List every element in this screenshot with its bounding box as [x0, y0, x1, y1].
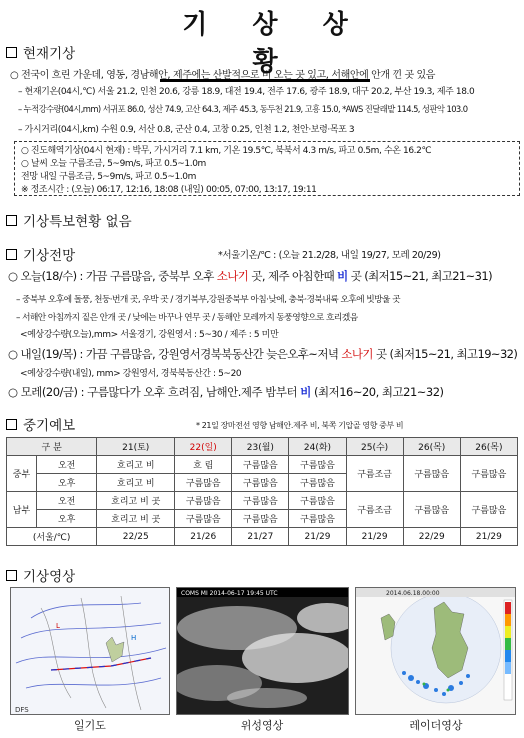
marine-row4: ※ 정조시간 : (오늘) 06:17, 12:16, 18:08 (내일) 00:05, 07:00, 13:17, 19:11 — [21, 185, 317, 195]
svg-text:H: H — [131, 634, 137, 642]
table-cell: 구름많음 — [232, 456, 289, 474]
section-special — [6, 210, 132, 230]
checkbox-square-icon — [6, 215, 17, 226]
tomorrow-shower: 소나기 — [341, 347, 373, 361]
table-cell: 흐리고 비 곳 — [97, 492, 175, 510]
radar-label: 레이더영상 — [409, 719, 463, 732]
marine-row3: 전망 내일 구름조금, 5~9m/s, 파고 0.5~1.0m — [21, 172, 196, 182]
checkbox-square-icon — [6, 249, 17, 260]
marine-info-box — [14, 141, 520, 196]
table-cell: 구름많음 — [289, 510, 346, 528]
table-cell: 25(수) — [346, 438, 403, 456]
radar-image — [355, 587, 516, 715]
section-images-title: 기상영상 — [23, 569, 76, 585]
table-cell: 구름많음 — [232, 510, 289, 528]
table-cell: 오전 — [37, 456, 97, 474]
midterm-table — [6, 437, 518, 546]
table-cell: (서울/℃) — [7, 528, 97, 546]
midterm-note: * 21일 장마전선 영향 남해안.제주 비, 북쪽 기압골 영향 중부 비 — [196, 421, 404, 430]
table-cell: 22(일) — [175, 438, 232, 456]
satellite-map — [177, 588, 349, 715]
page-title: 기 상 상 황 — [182, 10, 366, 77]
table-cell: 21/27 — [232, 528, 289, 546]
table-cell: 구름많음 — [175, 492, 232, 510]
satellite-header-text: COMS MI 2014-06-17 19:45 UTC — [181, 590, 278, 597]
table-cell: 구름많음 — [289, 474, 346, 492]
today-mid: 곳, 제주 아침한때 — [248, 269, 338, 283]
checkbox-square-icon — [6, 570, 17, 581]
table-cell: 구름조금 — [346, 456, 403, 492]
table-row — [7, 528, 518, 546]
current-visibility: – 가시거리(04시,km) 수원 0.9, 서산 0.8, 군산 0.4, 고창 0.25, 인천 1.2, 천안·보령·목포 3 — [18, 125, 355, 135]
after-text: ○ 모레(20/금) : 구름많다가 오후 흐려짐, 남해안.제주 밤부터 — [8, 385, 301, 399]
current-summary: ○ 전국이 흐린 가운데, 영동, 경남해안, 제주에는 산발적으로 비 오는 곳 있고, 서해안에 안개 낀 곳 있음 — [10, 70, 436, 81]
today-temps: 곳 (최저15~21, 최고21~31) — [347, 269, 493, 283]
today-detail-3: <예상강수량(오늘),mm> 서울경기, 강원영서 : 5~30 / 제주 : 5 미만 — [20, 330, 279, 340]
section-special-title: 기상특보현황 없음 — [23, 214, 132, 230]
table-cell: 오후 — [37, 474, 97, 492]
tomorrow-text: ○ 내일(19/목) : 가끔 구름많음, 강원영서경북북동산간 늦은오후~저녁 — [8, 347, 342, 361]
section-images — [6, 565, 75, 585]
forecast-after — [8, 384, 444, 400]
table-cell: 구름많음 — [289, 456, 346, 474]
section-forecast — [6, 244, 75, 264]
table-cell: 구름많음 — [460, 492, 517, 528]
chart-footer-text: DFS — [15, 706, 29, 714]
current-rain: – 누적강수량(04시,mm) 서귀포 86.0, 성산 74.9, 고산 64.3, 제주 45.3, 동두천 21.9, 고흥 15.0, *AWS 진달래밭 114.5, 성판악 103.0 — [18, 104, 468, 114]
table-cell: 오전 — [37, 492, 97, 510]
table-cell: 구름많음 — [175, 474, 232, 492]
section-current — [6, 42, 75, 62]
table-cell: 26(목) — [403, 438, 460, 456]
section-current-title: 현재기상 — [23, 46, 76, 62]
table-cell: 구름많음 — [175, 510, 232, 528]
table-cell: 중부 — [7, 456, 37, 492]
forecast-today — [8, 268, 492, 284]
tomorrow-temps: 곳 (최저15~21, 최고19~32) — [372, 347, 518, 361]
weather-chart-image — [10, 587, 170, 715]
table-cell: 흐리고 비 곳 — [97, 510, 175, 528]
marine-row2: ○ 날씨 오늘 구름조금, 5~9m/s, 파고 0.5~1.0m — [21, 159, 206, 169]
today-shower: 소나기 — [216, 269, 249, 283]
radar-map — [356, 588, 516, 715]
current-temps: – 현재기온(04시,℃) 서울 21.2, 인천 20.6, 강릉 18.9, 대전 19.4, 전주 17.6, 광주 18.9, 대구 20.2, 부산 19.3, 제주 18.0 — [18, 87, 475, 97]
table-cell: 흐리고 비 — [97, 474, 175, 492]
after-rain: 비 — [300, 385, 311, 399]
marine-row1: ○ 진도해역기상(04시 현재) : 박무, 가시거리 7.1 km, 기온 19.5℃, 북북서 4.3 m/s, 파고 0.5m, 수온 16.2℃ — [21, 146, 432, 156]
table-cell: 구름많음 — [403, 492, 460, 528]
table-cell: 구름많음 — [460, 456, 517, 492]
table-cell: 23(월) — [232, 438, 289, 456]
today-text: ○ 오늘(18/수) : 가끔 구름많음, 중북부 오후 — [8, 269, 217, 283]
section-midterm-title: 중기예보 — [23, 418, 76, 434]
seoul-temps: *서울기온/℃ : (오늘 21.2/28, 내일 19/27, 모레 20/29) — [218, 250, 441, 261]
table-cell: 22/29 — [403, 528, 460, 546]
table-row — [7, 492, 518, 510]
table-cell: 구름많음 — [403, 456, 460, 492]
table-row — [7, 438, 518, 456]
table-cell: 구름조금 — [346, 492, 403, 528]
table-cell: 26(목) — [460, 438, 517, 456]
table-cell: 22/25 — [97, 528, 175, 546]
weather-chart-label: 일기도 — [74, 719, 106, 732]
svg-text:L: L — [56, 622, 60, 630]
today-detail-1: – 중북부 오후에 돌풍, 천둥·번개 곳, 우박 곳 / 경기북부,강원중북부 아침·낮에, 충북·경북내륙 오후에 빗방울 곳 — [16, 295, 400, 305]
table-cell: 21(토) — [97, 438, 175, 456]
satellite-image — [176, 587, 349, 715]
table-cell: 21/29 — [346, 528, 403, 546]
table-cell: 구름많음 — [232, 492, 289, 510]
tomorrow-detail-1: <예상강수량(내일), mm> 강원영서, 경북북동산간 : 5~20 — [20, 369, 242, 379]
weather-images — [10, 587, 516, 735]
table-cell: 구름많음 — [232, 474, 289, 492]
table-cell: 21/29 — [289, 528, 346, 546]
after-temps: (최저16~20, 최고21~32) — [310, 385, 444, 399]
table-row — [7, 456, 518, 474]
table-cell: 흐리고 비 — [97, 456, 175, 474]
weather-chart-map — [11, 588, 170, 715]
table-cell: 오후 — [37, 510, 97, 528]
table-cell: 21/26 — [175, 528, 232, 546]
table-cell: 남부 — [7, 492, 37, 528]
table-cell: 21/29 — [460, 528, 517, 546]
table-cell: 흐 림 — [175, 456, 232, 474]
checkbox-square-icon — [6, 47, 17, 58]
table-cell: 구름많음 — [289, 492, 346, 510]
table-cell: 24(화) — [289, 438, 346, 456]
radar-header-text: 2014.06.18.00:00 — [386, 590, 440, 597]
table-cell: 구 분 — [7, 438, 97, 456]
section-forecast-title: 기상전망 — [23, 248, 76, 264]
section-midterm — [6, 414, 75, 434]
forecast-tomorrow — [8, 346, 517, 362]
satellite-label: 위성영상 — [240, 719, 284, 732]
checkbox-square-icon — [6, 419, 17, 430]
today-detail-2: – 서해안 아침까지 짙은 안개 곳 / 낮에는 바꾸나 연무 곳 / 동해안 모레까지 동풍영향으로 흐리겠음 — [16, 313, 358, 323]
today-rain: 비 — [337, 269, 348, 283]
